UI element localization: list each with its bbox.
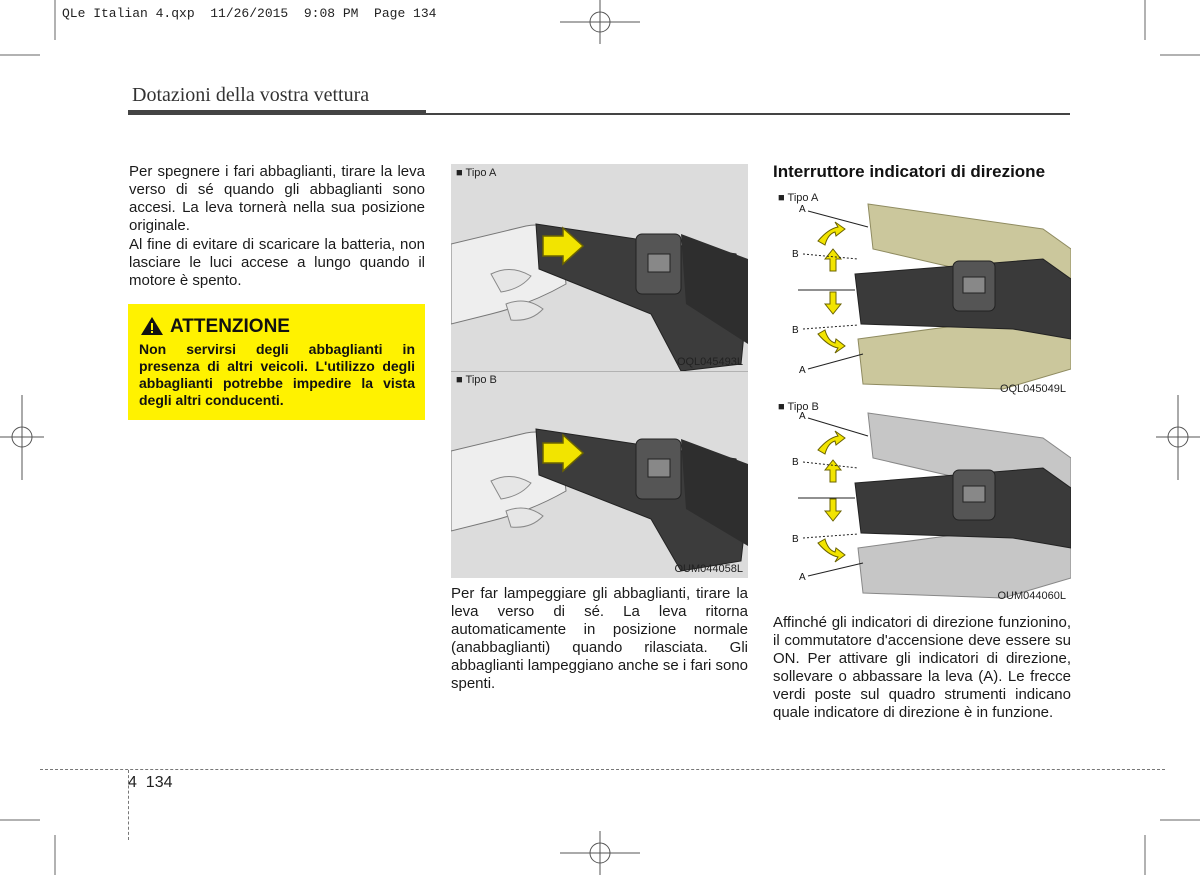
warning-box	[128, 304, 425, 420]
figure-code: OUM044058L	[674, 563, 743, 575]
left-paragraph-1: Per spegnere i fari abbaglianti, tirare la leva verso di sé quando gli abbaglianti sono accesi. La leva tornerà nella sua posizione originale.	[129, 163, 425, 234]
figure-code: OUM044060L	[997, 590, 1066, 602]
figure-label: ■ Tipo A	[778, 192, 819, 204]
callout-b-upper: B	[792, 457, 799, 468]
section-heading-turn-signal: Interruttore indicatori di direzione	[773, 162, 1046, 181]
turn-signal-illustration-b	[773, 398, 1071, 605]
turn-signal-illustration-a	[773, 189, 1071, 398]
callout-b-lower: B	[792, 325, 799, 336]
figure-label: ■ Tipo B	[456, 374, 497, 386]
figure-turn-signal-type-b	[773, 398, 1071, 605]
page-number	[128, 774, 173, 792]
registration-mark-bottom	[560, 831, 640, 875]
right-paragraph: Affinché gli indicatori di direzione funzionino, il commutatore d'accensione deve essere su ON. Per attivare gli indicatori di direzione, sollevare o abbassare la leva (A). Le frecce verdi poste sul quadro strumenti indicano quale indicatore di direzione è in funzione.	[773, 614, 1071, 721]
figure-turn-signal-type-a	[773, 189, 1071, 398]
print-slug: QLe Italian 4.qxp 11/26/2015 9:08 PM Page 134	[62, 6, 437, 21]
footer-dashed-rule	[40, 769, 1165, 770]
registration-mark-left	[0, 395, 44, 480]
callout-a-top: A	[799, 204, 806, 215]
page-number-value: 134	[145, 774, 173, 791]
page-header-title: Dotazioni della vostra vettura	[132, 84, 370, 106]
chapter-number: 4	[128, 774, 137, 791]
registration-mark-right	[1156, 395, 1200, 480]
callout-b-lower: B	[792, 534, 799, 545]
lever-illustration-b	[451, 371, 748, 578]
left-paragraph-2: Al fine di evitare di scaricare la batteria, non lasciare le luci accese a lungo quando il motore è spento.	[129, 236, 425, 289]
middle-paragraph: Per far lampeggiare gli abbaglianti, tirare la leva verso di sé. La leva ritorna automaticamente in posizione normale (anabbaglianti) quando rilasciata. Gli abbaglianti lampeggiano anche se i fari sono spenti.	[451, 585, 748, 692]
lever-illustration-a	[451, 164, 748, 371]
figure-high-beam-type-a	[451, 164, 748, 371]
figure-label: ■ Tipo A	[456, 167, 497, 179]
warning-title: ATTENZIONE	[170, 316, 290, 337]
registration-mark-top	[560, 0, 640, 44]
header-rule	[128, 110, 1070, 116]
figure-label: ■ Tipo B	[778, 401, 819, 413]
warning-triangle-icon	[140, 316, 164, 336]
figure-code: OQL045493L	[676, 356, 743, 368]
callout-b-upper: B	[792, 249, 799, 260]
figure-code: OQL045049L	[999, 383, 1066, 395]
callout-a-bottom: A	[799, 572, 806, 583]
warning-text: Non servirsi degli abbaglianti in presenza di altri veicoli. L'utilizzo degli abbaglianti potrebbe impedire la vista degli altri conducenti.	[139, 341, 415, 408]
callout-a-top: A	[799, 411, 806, 422]
figure-high-beam-type-b	[451, 371, 748, 578]
callout-a-bottom: A	[799, 365, 806, 376]
